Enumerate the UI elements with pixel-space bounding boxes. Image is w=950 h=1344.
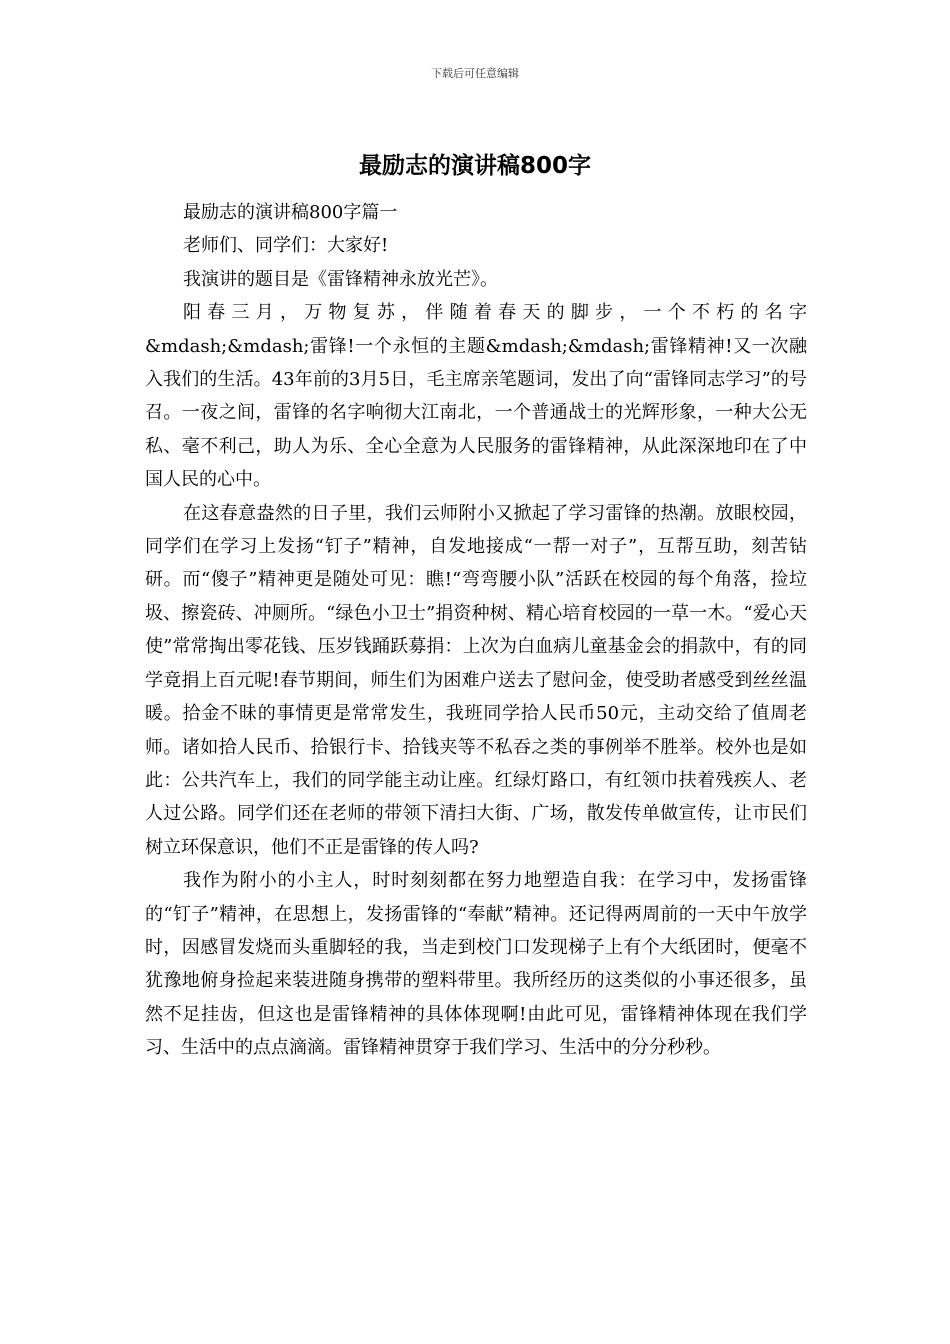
- paragraph-greeting: 老师们、同学们：大家好!: [183, 235, 389, 257]
- paragraph-subtitle: 最励志的演讲稿800字篇一: [183, 202, 398, 223]
- page-header-note: 下载后可任意编辑: [431, 67, 519, 80]
- paragraph-topic: 我演讲的题目是《雷锋精神永放光芒》。: [183, 268, 498, 290]
- paragraph-body-2: 在这春意盎然的日子里，我们云师附小又掀起了学习雷锋的热潮。放眼校园，同学们在学习上发扬“钉子”精神，自发地接成“一帮一对子”，互帮互助，刻苦钻研。而“傻子”精神更是随处可见：瞧!“弯弯腰小队”活跃在校园的每个角落，捡垃圾、擦瓷砖、冲厕所。“绿色小卫士”捐资种树、精心培育校园的一草一木。“爱心天使”常常掏出零花钱、压岁钱踊跃募捐：上次为白血病儿童基金会的捐款中，有的同学竟捐上百元呢!春节期间，师生们为困难户送去了慰问金，使受助者感受到丝丝温暖。拾金不昧的事情更是常常发生，我班同学拾人民币50元，主动交给了值周老师。诸如拾人民币、拾银行卡、拾钱夹等不私吞之类的事例举不胜举。校外也是如此：公共汽车上，我们的同学能主动让座。红绿灯路口，有红领巾扶着残疾人、老人过公路。同学们还在老师的带领下清扫大街、广场，散发传单做宣传，让市民们树立环保意识，他们不正是雷锋的传人吗?: [145, 502, 807, 858]
- paragraph-body-3: 我作为附小的小主人，时时刻刻都在努力地塑造自我：在学习中，发扬雷锋的“钉子”精神，在思想上，发扬雷锋的“奉献”精神。还记得两周前的一天中午放学时，因感冒发烧而头重脚轻的我，当走到校门口发现梯子上有个大纸团时，便毫不犹豫地俯身捡起来装进随身携带的塑料带里。我所经历的这类似的小事还很多，虽然不足挂齿，但这也是雷锋精神的具体体现啊!由此可见，雷锋精神体现在我们学习、生活中的点点滴滴。雷锋精神贯穿于我们学习、生活中的分分秒秒。: [145, 870, 807, 1059]
- document-body: [145, 196, 807, 1065]
- document-title: 最励志的演讲稿800字: [358, 153, 591, 179]
- paragraph-body-1: 阳春三月，万物复苏，伴随着春天的脚步，一个不朽的名字&mdash;&mdash;雷锋!一个永恒的主题&mdash;&mdash;雷锋精神!又一次融入我们的生活。43年前的3月5日，毛主席亲笔题词，发出了向“雷锋同志学习”的号召。一夜之间，雷锋的名字响彻大江南北，一个普通战士的光辉形象，一种大公无私、毫不利己，助人为乐、全心全意为人民服务的雷锋精神，从此深深地印在了中国人民的心中。: [145, 302, 807, 491]
